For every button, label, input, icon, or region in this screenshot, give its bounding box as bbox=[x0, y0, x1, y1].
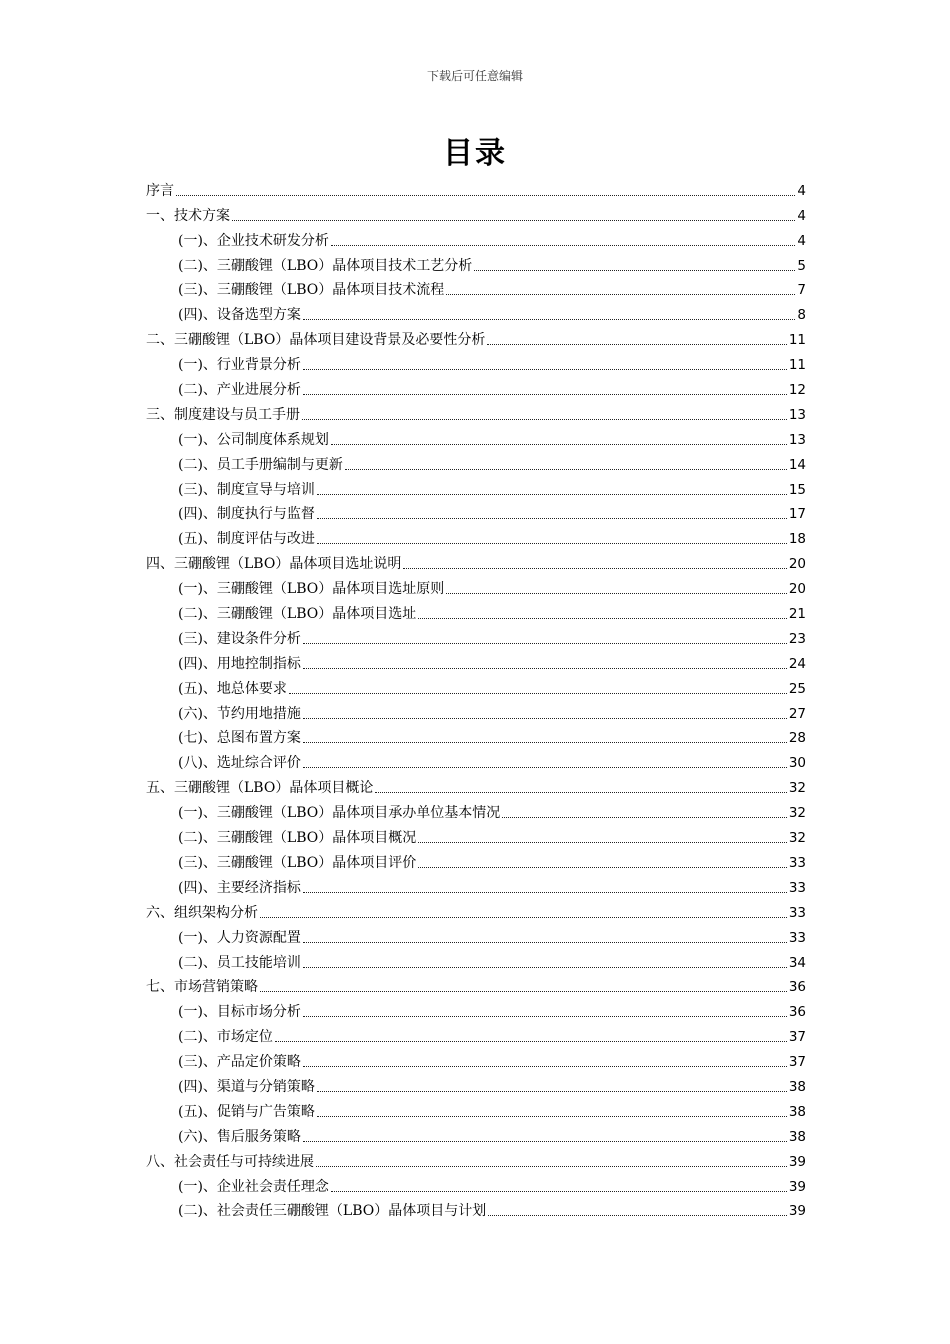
toc-dot-leader bbox=[303, 369, 787, 370]
toc-entry-page-number: 5 bbox=[797, 257, 806, 274]
toc-entry-label: (一)、企业技术研发分析 bbox=[178, 232, 329, 249]
toc-dot-leader bbox=[303, 643, 787, 644]
toc-entry-page-number: 4 bbox=[797, 207, 806, 224]
toc-entry-label: (四)、制度执行与监督 bbox=[178, 506, 315, 523]
toc-subentry[interactable] bbox=[146, 499, 806, 524]
toc-dot-leader bbox=[303, 767, 787, 768]
toc-entry-page-number: 7 bbox=[797, 282, 806, 299]
toc-subentry[interactable] bbox=[146, 225, 806, 250]
toc-subentry[interactable] bbox=[146, 822, 806, 847]
toc-subentry[interactable] bbox=[146, 673, 806, 698]
toc-entry-label: (三)、建设条件分析 bbox=[178, 630, 301, 647]
toc-entry-page-number: 38 bbox=[788, 1103, 806, 1120]
toc-entry-label: (八)、选址综合评价 bbox=[178, 755, 301, 772]
toc-dot-leader bbox=[260, 991, 787, 992]
toc-dot-leader bbox=[418, 867, 787, 868]
toc-entry-page-number: 36 bbox=[788, 979, 806, 996]
toc-dot-leader bbox=[303, 718, 787, 719]
toc-entry-label: (二)、社会责任三硼酸锂（LBO）晶体项目与计划 bbox=[178, 1203, 487, 1220]
toc-dot-leader bbox=[418, 618, 787, 619]
toc-subentry[interactable] bbox=[146, 648, 806, 673]
toc-entry-label: (一)、人力资源配置 bbox=[178, 929, 301, 946]
toc-entry-page-number: 23 bbox=[788, 630, 806, 647]
toc-entry-page-number: 28 bbox=[788, 730, 806, 747]
toc-dot-leader bbox=[303, 668, 787, 669]
toc-dot-leader bbox=[317, 1116, 787, 1117]
toc-entry-page-number: 37 bbox=[788, 1029, 806, 1046]
toc-entry-page-number: 33 bbox=[788, 904, 806, 921]
toc-entry[interactable] bbox=[146, 897, 806, 922]
toc-dot-leader bbox=[317, 518, 787, 519]
toc-dot-leader bbox=[331, 245, 795, 246]
toc-subentry[interactable] bbox=[146, 449, 806, 474]
toc-subentry[interactable] bbox=[146, 250, 806, 275]
toc-dot-leader bbox=[446, 593, 787, 594]
toc-entry[interactable] bbox=[146, 175, 806, 200]
toc-entry-page-number: 20 bbox=[788, 556, 806, 573]
toc-entry-label: (四)、设备选型方案 bbox=[178, 307, 301, 324]
toc-entry-label: (二)、员工技能培训 bbox=[178, 954, 301, 971]
toc-dot-leader bbox=[331, 1191, 787, 1192]
toc-dot-leader bbox=[317, 494, 787, 495]
toc-entry-page-number: 20 bbox=[788, 581, 806, 598]
table-of-contents bbox=[146, 175, 806, 1220]
toc-subentry[interactable] bbox=[146, 1046, 806, 1071]
toc-dot-leader bbox=[232, 220, 795, 221]
toc-dot-leader bbox=[260, 917, 787, 918]
toc-entry-label: (四)、渠道与分销策略 bbox=[178, 1078, 315, 1095]
toc-subentry[interactable] bbox=[146, 847, 806, 872]
toc-entry-label: (二)、市场定位 bbox=[178, 1029, 273, 1046]
toc-subentry[interactable] bbox=[146, 1071, 806, 1096]
toc-entry-page-number: 39 bbox=[788, 1203, 806, 1220]
toc-entry[interactable] bbox=[146, 972, 806, 997]
toc-entry-label: (五)、地总体要求 bbox=[178, 680, 287, 697]
toc-subentry[interactable] bbox=[146, 1196, 806, 1221]
toc-entry[interactable] bbox=[146, 1146, 806, 1171]
toc-subentry[interactable] bbox=[146, 1096, 806, 1121]
toc-entry-label: 五、三硼酸锂（LBO）晶体项目概论 bbox=[146, 780, 374, 797]
toc-subentry[interactable] bbox=[146, 698, 806, 723]
toc-subentry[interactable] bbox=[146, 573, 806, 598]
toc-entry-label: 一、技术方案 bbox=[146, 207, 230, 224]
toc-dot-leader bbox=[403, 568, 786, 569]
toc-entry-label: (一)、目标市场分析 bbox=[178, 1004, 301, 1021]
toc-entry-page-number: 4 bbox=[797, 232, 806, 249]
toc-entry-page-number: 32 bbox=[788, 780, 806, 797]
toc-entry-label: (二)、三硼酸锂（LBO）晶体项目概况 bbox=[178, 830, 417, 847]
toc-entry-label: 六、组织架构分析 bbox=[146, 904, 258, 921]
toc-entry-label: (七)、总图布置方案 bbox=[178, 730, 301, 747]
toc-entry-page-number: 38 bbox=[788, 1078, 806, 1095]
toc-dot-leader bbox=[418, 842, 787, 843]
toc-dot-leader bbox=[488, 1215, 787, 1216]
toc-entry[interactable] bbox=[146, 200, 806, 225]
toc-entry-label: (二)、三硼酸锂（LBO）晶体项目技术工艺分析 bbox=[178, 257, 473, 274]
toc-subentry[interactable] bbox=[146, 723, 806, 748]
page-header-note: 下载后可任意编辑 bbox=[426, 69, 523, 83]
toc-entry-label: 七、市场营销策略 bbox=[146, 979, 258, 996]
toc-subentry[interactable] bbox=[146, 424, 806, 449]
toc-subentry[interactable] bbox=[146, 996, 806, 1021]
toc-dot-leader bbox=[317, 1091, 787, 1092]
toc-title: 目录 bbox=[443, 136, 507, 171]
toc-entry-page-number: 32 bbox=[788, 805, 806, 822]
toc-dot-leader bbox=[316, 1166, 787, 1167]
toc-entry-page-number: 39 bbox=[788, 1153, 806, 1170]
toc-entry-label: 二、三硼酸锂（LBO）晶体项目建设背景及必要性分析 bbox=[146, 332, 486, 349]
toc-entry-page-number: 32 bbox=[788, 830, 806, 847]
toc-dot-leader bbox=[345, 469, 787, 470]
toc-dot-leader bbox=[176, 195, 795, 196]
toc-entry-page-number: 38 bbox=[788, 1128, 806, 1145]
toc-entry-label: (一)、企业社会责任理念 bbox=[178, 1178, 329, 1195]
toc-entry-label: (一)、三硼酸锂（LBO）晶体项目选址原则 bbox=[178, 581, 445, 598]
toc-entry-label: 八、社会责任与可持续进展 bbox=[146, 1153, 314, 1170]
toc-entry-page-number: 13 bbox=[788, 431, 806, 448]
toc-subentry[interactable] bbox=[146, 474, 806, 499]
toc-subentry[interactable] bbox=[146, 299, 806, 324]
toc-entry-label: (三)、制度宣导与培训 bbox=[178, 481, 315, 498]
toc-dot-leader bbox=[474, 270, 795, 271]
toc-dot-leader bbox=[303, 967, 787, 968]
toc-entry-label: (一)、三硼酸锂（LBO）晶体项目承办单位基本情况 bbox=[178, 805, 501, 822]
toc-dot-leader bbox=[303, 1066, 787, 1067]
toc-entry-page-number: 18 bbox=[788, 531, 806, 548]
toc-entry-label: 序言 bbox=[146, 182, 174, 199]
toc-dot-leader bbox=[303, 742, 787, 743]
toc-subentry[interactable] bbox=[146, 598, 806, 623]
toc-subentry[interactable] bbox=[146, 747, 806, 772]
toc-subentry[interactable] bbox=[146, 797, 806, 822]
toc-dot-leader bbox=[303, 942, 787, 943]
toc-entry-page-number: 39 bbox=[788, 1178, 806, 1195]
toc-entry-page-number: 27 bbox=[788, 705, 806, 722]
toc-dot-leader bbox=[303, 319, 795, 320]
toc-dot-leader bbox=[303, 394, 787, 395]
toc-subentry[interactable] bbox=[146, 922, 806, 947]
toc-entry-page-number: 36 bbox=[788, 1004, 806, 1021]
toc-entry-page-number: 24 bbox=[788, 655, 806, 672]
toc-dot-leader bbox=[303, 1016, 787, 1017]
toc-entry-label: 三、制度建设与员工手册 bbox=[146, 406, 300, 423]
toc-subentry[interactable] bbox=[146, 623, 806, 648]
toc-entry-page-number: 12 bbox=[788, 382, 806, 399]
toc-dot-leader bbox=[446, 294, 795, 295]
toc-entry-page-number: 17 bbox=[788, 506, 806, 523]
toc-entry-page-number: 33 bbox=[788, 854, 806, 871]
toc-subentry[interactable] bbox=[146, 374, 806, 399]
toc-subentry[interactable] bbox=[146, 947, 806, 972]
toc-entry-label: (二)、产业进展分析 bbox=[178, 382, 301, 399]
toc-subentry[interactable] bbox=[146, 872, 806, 897]
toc-entry-label: (六)、售后服务策略 bbox=[178, 1128, 301, 1145]
toc-subentry[interactable] bbox=[146, 349, 806, 374]
toc-dot-leader bbox=[302, 419, 787, 420]
toc-entry-page-number: 15 bbox=[788, 481, 806, 498]
toc-entry-label: (六)、节约用地措施 bbox=[178, 705, 301, 722]
toc-entry-page-number: 8 bbox=[797, 307, 806, 324]
toc-subentry[interactable] bbox=[146, 1121, 806, 1146]
toc-entry-page-number: 14 bbox=[788, 456, 806, 473]
toc-entry-label: (三)、产品定价策略 bbox=[178, 1054, 301, 1071]
toc-dot-leader bbox=[487, 344, 786, 345]
toc-dot-leader bbox=[303, 892, 787, 893]
toc-entry-label: (四)、主要经济指标 bbox=[178, 879, 301, 896]
toc-subentry[interactable] bbox=[146, 275, 806, 300]
toc-entry[interactable] bbox=[146, 399, 806, 424]
toc-entry-label: (三)、三硼酸锂（LBO）晶体项目技术流程 bbox=[178, 282, 445, 299]
toc-entry-page-number: 30 bbox=[788, 755, 806, 772]
toc-entry-page-number: 33 bbox=[788, 929, 806, 946]
toc-entry-page-number: 34 bbox=[788, 954, 806, 971]
toc-dot-leader bbox=[317, 543, 787, 544]
toc-entry-label: 四、三硼酸锂（LBO）晶体项目选址说明 bbox=[146, 556, 402, 573]
toc-entry-label: (二)、三硼酸锂（LBO）晶体项目选址 bbox=[178, 606, 417, 623]
toc-entry-label: (五)、制度评估与改进 bbox=[178, 531, 315, 548]
toc-subentry[interactable] bbox=[146, 1021, 806, 1046]
toc-entry-page-number: 25 bbox=[788, 680, 806, 697]
toc-entry-label: (一)、公司制度体系规划 bbox=[178, 431, 329, 448]
toc-entry-page-number: 4 bbox=[797, 182, 806, 199]
toc-dot-leader bbox=[502, 817, 787, 818]
toc-entry-page-number: 37 bbox=[788, 1054, 806, 1071]
toc-entry-label: (三)、三硼酸锂（LBO）晶体项目评价 bbox=[178, 854, 417, 871]
toc-entry-page-number: 13 bbox=[788, 406, 806, 423]
toc-dot-leader bbox=[303, 1141, 787, 1142]
toc-entry[interactable] bbox=[146, 548, 806, 573]
toc-entry-label: (一)、行业背景分析 bbox=[178, 357, 301, 374]
toc-entry-page-number: 11 bbox=[788, 357, 806, 374]
toc-entry-label: (四)、用地控制指标 bbox=[178, 655, 301, 672]
toc-dot-leader bbox=[275, 1041, 787, 1042]
toc-entry-page-number: 33 bbox=[788, 879, 806, 896]
toc-entry-label: (五)、促销与广告策略 bbox=[178, 1103, 315, 1120]
toc-dot-leader bbox=[331, 444, 787, 445]
toc-entry-page-number: 11 bbox=[788, 332, 806, 349]
toc-entry-label: (二)、员工手册编制与更新 bbox=[178, 456, 343, 473]
toc-dot-leader bbox=[289, 693, 787, 694]
toc-subentry[interactable] bbox=[146, 523, 806, 548]
toc-subentry[interactable] bbox=[146, 1171, 806, 1196]
toc-entry[interactable] bbox=[146, 324, 806, 349]
toc-entry-page-number: 21 bbox=[788, 606, 806, 623]
toc-dot-leader bbox=[375, 792, 786, 793]
toc-entry[interactable] bbox=[146, 772, 806, 797]
